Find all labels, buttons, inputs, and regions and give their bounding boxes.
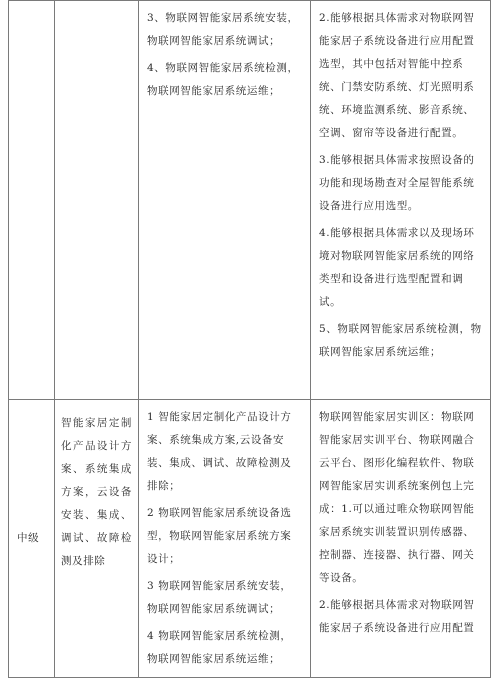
direction-cell xyxy=(55,400,139,678)
requirement-item: 4、物联网智能家居系统检测，物联网智能家居系统运维； xyxy=(147,62,299,97)
level-cell xyxy=(9,1,55,400)
requirement-item: 4 物联网智能家居系统检测，物联网智能家居系统运维； xyxy=(147,630,292,665)
content-item: 2.能够根据具体需求对物联网智能家居子系统设备进行应用配置 xyxy=(319,599,475,634)
content-item: 5、物联网智能家居系统检测，物联网智能家居系统运维； xyxy=(319,323,482,358)
spec-table xyxy=(8,0,491,678)
requirement-item: 2 物联网智能家居系统设备选型，物联网智能家居系统方案设计； xyxy=(147,507,292,565)
content-item: 4.能够根据具体需求以及现场环境对物联网智能家居系统的网络类型和设备进行选型配置和调试。 xyxy=(319,227,475,308)
content-item: 物联网智能家居实训区：物联网智能家居实训平台、物联网融合云平台、图形化编程软件、物联网智能家居实训系统案例包上完成：1.可以通过唯众物联网智能家居系统实训装置识别传感器、控制器、连接器、执行器、网关等设备。 xyxy=(319,411,475,584)
content-item: 2.能够根据具体需求对物联网智能家居子系统设备进行应用配置选型，其中包括对智能中控系统、门禁安防系统、灯光照明系统、环境监测系统、影音系统、空调、窗帘等设备进行配置。 xyxy=(319,12,475,139)
direction-text: 智能家居定制化产品设计方案、系统集成方案，云设备安装、集成、调试、故障检测及排除 xyxy=(61,417,132,567)
direction-cell xyxy=(55,1,139,400)
requirement-item: 3 物联网智能家居系统安装，物联网智能家居系统调试； xyxy=(147,580,292,615)
requirements-cell xyxy=(139,400,311,678)
content-item: 3.能够根据具体需求按照设备的功能和现场勘查对全屋智能系统设备进行应用选型。 xyxy=(319,154,475,212)
level-cell xyxy=(9,400,55,678)
level-label: 中级 xyxy=(17,532,40,544)
requirements-cell xyxy=(139,1,311,400)
content-cell xyxy=(311,1,491,400)
direction-text xyxy=(55,1,138,13)
requirement-item: 1 智能家居定制化产品设计方案、系统集成方案,云设备安装、集成、调试、故障检测及排除； xyxy=(147,411,292,492)
table-row xyxy=(9,1,491,400)
requirement-item: 3、物联网智能家居系统安装，物联网智能家居系统调试； xyxy=(147,12,299,47)
content-cell xyxy=(311,400,491,678)
table-row xyxy=(9,400,491,678)
